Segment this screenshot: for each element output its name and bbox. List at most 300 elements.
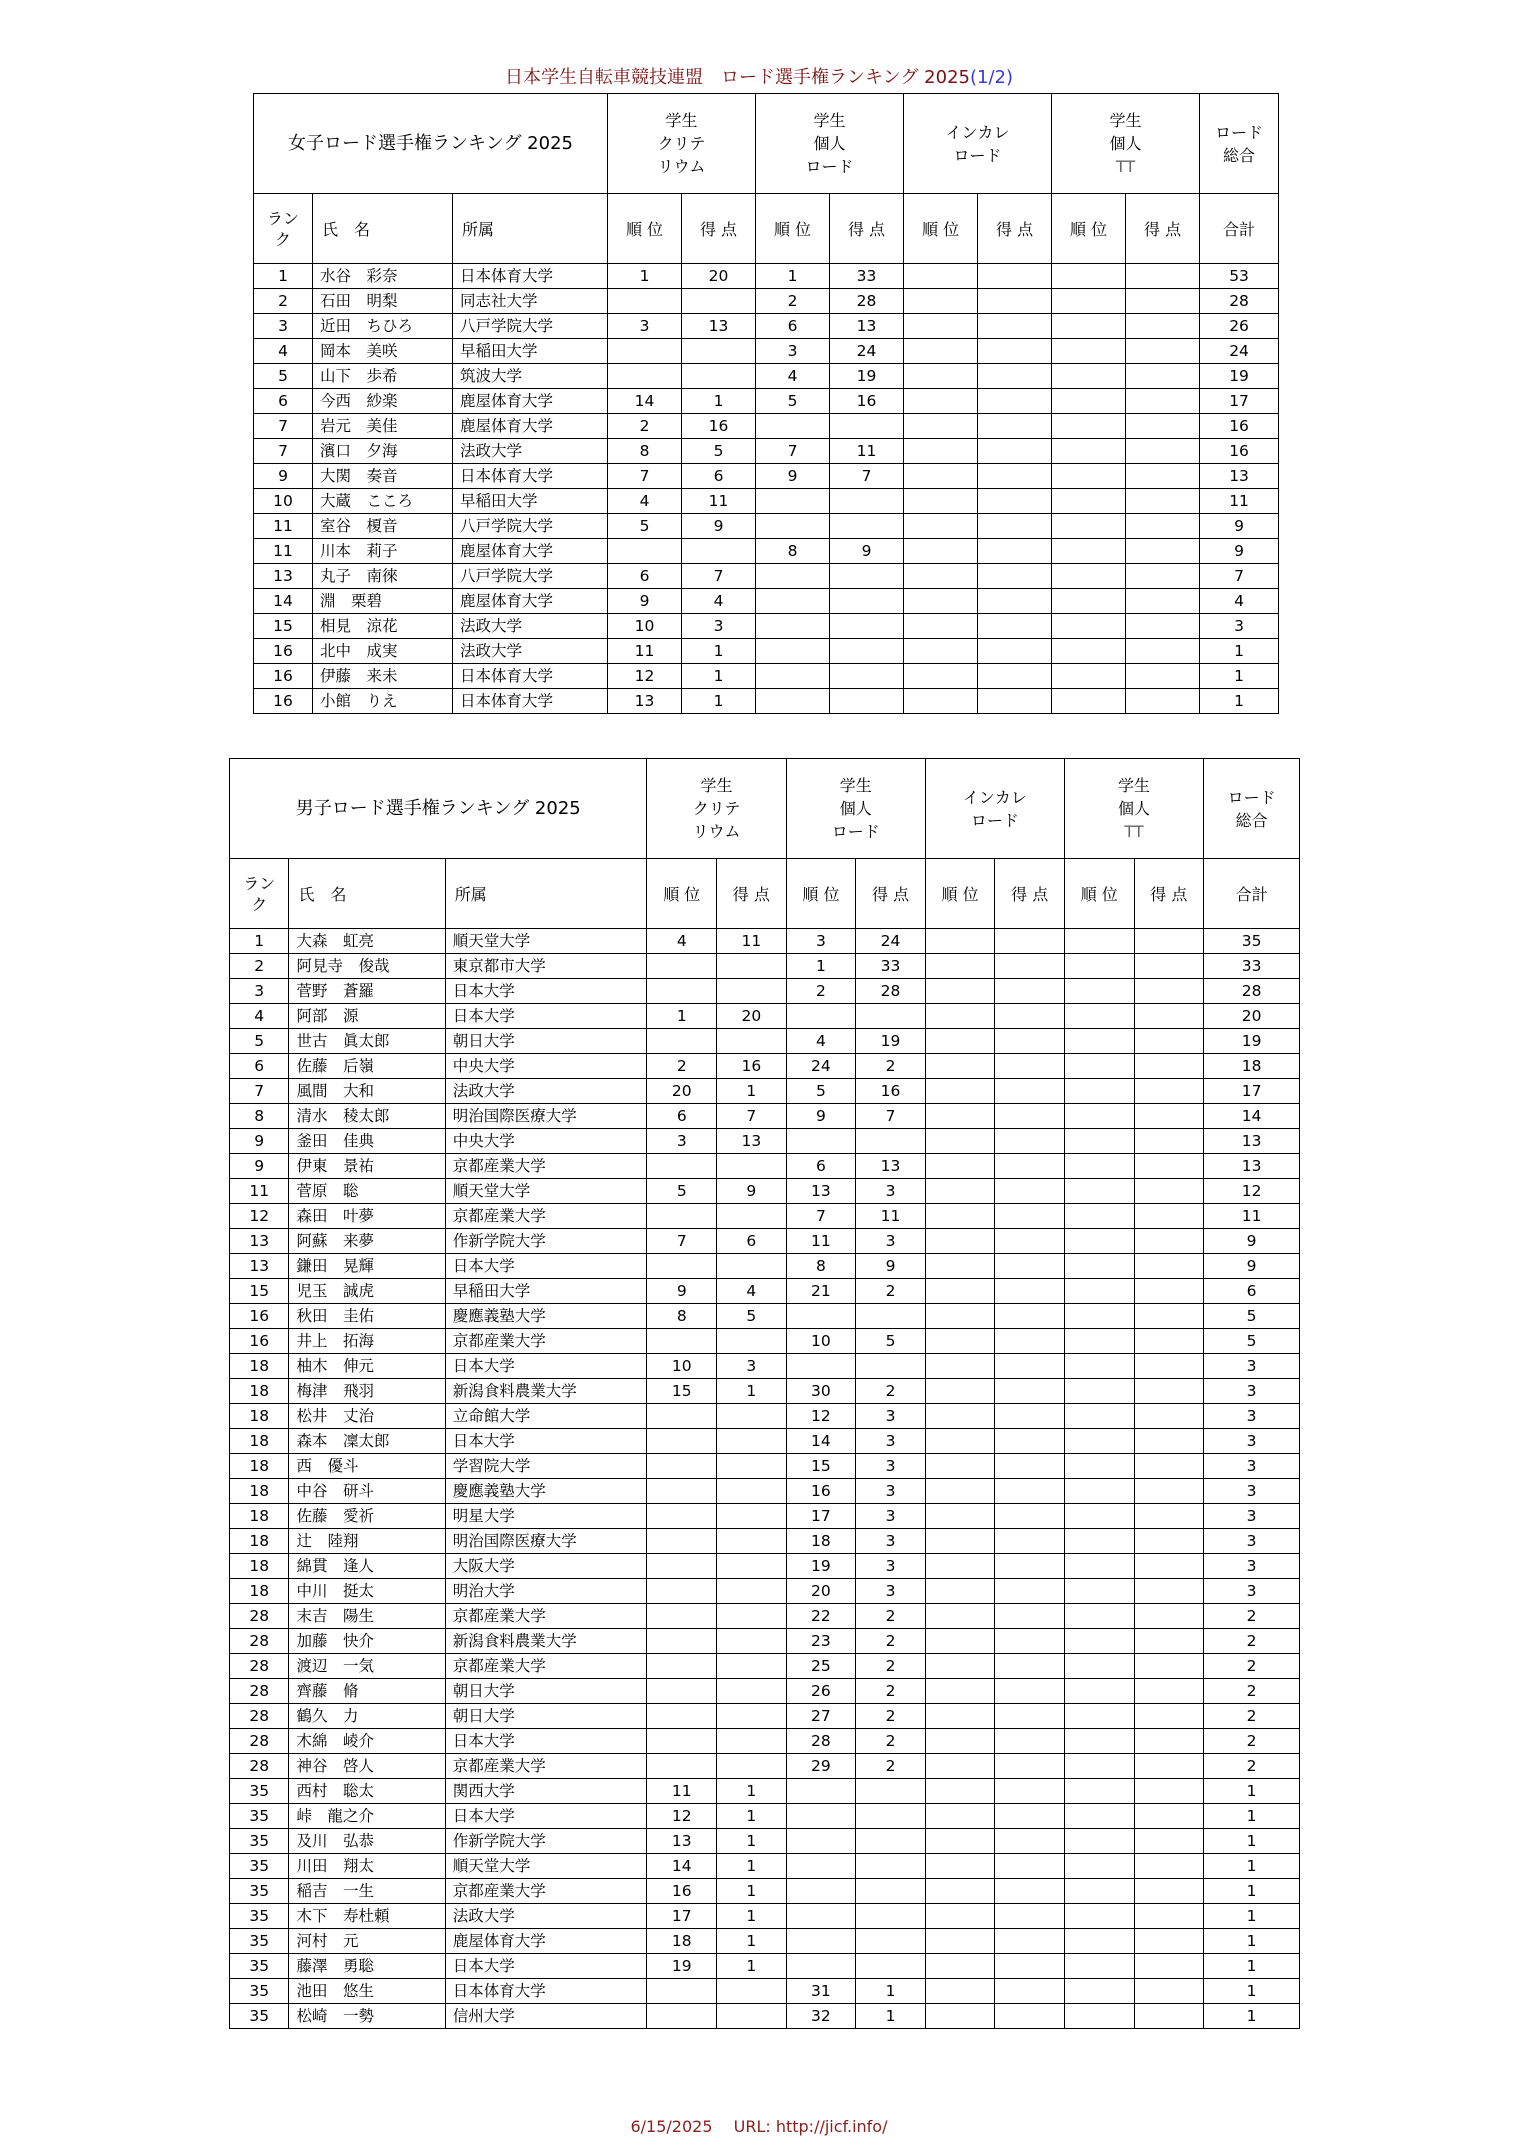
cell-tt-place <box>1064 979 1134 1004</box>
cell-road-place: 9 <box>786 1104 856 1129</box>
men-rows <box>230 929 1300 2029</box>
cell-incollege-place <box>925 1079 995 1104</box>
cell-incollege-place <box>925 1654 995 1679</box>
cell-tt-points <box>1134 1429 1204 1454</box>
cell-incollege-points <box>978 689 1052 714</box>
cell-criterium-points: 1 <box>717 1379 787 1404</box>
cell-road-place <box>786 1879 856 1904</box>
cell-road-place: 20 <box>786 1579 856 1604</box>
cell-criterium-points <box>717 1679 787 1704</box>
cell-rank: 16 <box>230 1304 289 1329</box>
table-row <box>230 1379 1300 1404</box>
cell-incollege-points <box>995 1554 1065 1579</box>
cell-name: 峠 龍之介 <box>289 1804 445 1829</box>
cell-road-points: 3 <box>856 1429 926 1454</box>
table-row <box>254 464 1279 489</box>
table-row <box>230 1279 1300 1304</box>
cell-name: 川本 莉子 <box>313 539 453 564</box>
cell-road-points <box>830 589 904 614</box>
cell-incollege-place <box>925 1979 995 2004</box>
col-rank: ラン ク <box>230 859 289 929</box>
col-points: 得 点 <box>978 194 1052 264</box>
cell-affiliation: 鹿屋体育大学 <box>453 414 608 439</box>
cell-affiliation: 早稲田大学 <box>453 489 608 514</box>
cell-affiliation: 順天堂大学 <box>445 929 647 954</box>
cell-criterium-place: 1 <box>647 1004 717 1029</box>
cell-criterium-place: 2 <box>647 1054 717 1079</box>
cell-incollege-place <box>925 1479 995 1504</box>
cell-incollege-place <box>904 464 978 489</box>
cell-rank: 8 <box>230 1104 289 1129</box>
header-criterium: 学生 クリテ リウム <box>647 759 786 859</box>
cell-total: 9 <box>1204 1254 1300 1279</box>
cell-tt-points <box>1134 1629 1204 1654</box>
cell-tt-place <box>1064 1229 1134 1254</box>
cell-criterium-points: 16 <box>717 1054 787 1079</box>
women-table-title: 女子ロード選手権ランキング 2025 <box>254 94 608 194</box>
cell-affiliation: 日本体育大学 <box>453 464 608 489</box>
cell-tt-place <box>1064 1029 1134 1054</box>
cell-tt-place <box>1052 489 1126 514</box>
cell-criterium-place: 17 <box>647 1904 717 1929</box>
cell-total: 3 <box>1204 1429 1300 1454</box>
cell-criterium-points: 3 <box>717 1354 787 1379</box>
cell-tt-points <box>1134 1704 1204 1729</box>
cell-criterium-place: 16 <box>647 1879 717 1904</box>
table-row <box>230 1454 1300 1479</box>
cell-tt-points <box>1134 1054 1204 1079</box>
cell-tt-points <box>1134 1004 1204 1029</box>
cell-incollege-points <box>978 289 1052 314</box>
cell-road-place <box>756 589 830 614</box>
cell-road-place: 3 <box>756 339 830 364</box>
cell-road-points: 28 <box>830 289 904 314</box>
col-points: 得 点 <box>1126 194 1200 264</box>
cell-tt-place <box>1052 664 1126 689</box>
cell-road-points: 2 <box>856 1654 926 1679</box>
cell-total: 1 <box>1204 1879 1300 1904</box>
cell-affiliation: 作新学院大学 <box>445 1229 647 1254</box>
table-row <box>254 264 1279 289</box>
cell-criterium-points <box>717 1329 787 1354</box>
cell-incollege-points <box>995 1854 1065 1879</box>
cell-criterium-place: 20 <box>647 1079 717 1104</box>
cell-total: 11 <box>1204 1204 1300 1229</box>
cell-criterium-place: 11 <box>608 639 682 664</box>
cell-criterium-points: 4 <box>717 1279 787 1304</box>
cell-rank: 13 <box>230 1254 289 1279</box>
cell-tt-points <box>1134 1879 1204 1904</box>
cell-criterium-points <box>717 1754 787 1779</box>
cell-total: 3 <box>1204 1404 1300 1429</box>
cell-total: 16 <box>1200 439 1279 464</box>
cell-affiliation: 八戸学院大学 <box>453 314 608 339</box>
table-row <box>254 564 1279 589</box>
cell-criterium-place <box>647 1604 717 1629</box>
cell-tt-points <box>1134 1479 1204 1504</box>
cell-criterium-points: 1 <box>717 1854 787 1879</box>
cell-name: 丸子 南徠 <box>313 564 453 589</box>
table-row <box>254 639 1279 664</box>
cell-tt-points <box>1134 1379 1204 1404</box>
cell-incollege-points <box>978 589 1052 614</box>
cell-tt-place <box>1052 539 1126 564</box>
cell-total: 53 <box>1200 264 1279 289</box>
cell-criterium-points: 1 <box>717 1954 787 1979</box>
cell-road-points: 5 <box>856 1329 926 1354</box>
cell-name: 菅野 蒼羅 <box>289 979 445 1004</box>
cell-incollege-place <box>925 1454 995 1479</box>
cell-incollege-place <box>925 1004 995 1029</box>
cell-tt-place <box>1052 639 1126 664</box>
cell-total: 2 <box>1204 1729 1300 1754</box>
cell-affiliation: 日本大学 <box>445 1729 647 1754</box>
cell-tt-points <box>1134 1029 1204 1054</box>
cell-criterium-points: 7 <box>682 564 756 589</box>
cell-total: 6 <box>1204 1279 1300 1304</box>
table-row <box>230 1404 1300 1429</box>
cell-road-place: 5 <box>786 1079 856 1104</box>
cell-tt-place <box>1064 1279 1134 1304</box>
cell-road-points: 9 <box>830 539 904 564</box>
cell-tt-place <box>1064 1179 1134 1204</box>
cell-affiliation: 日本大学 <box>445 1354 647 1379</box>
cell-incollege-place <box>925 1804 995 1829</box>
header-tt: 学生 個人 TT <box>1064 759 1203 859</box>
cell-name: 木綿 崚介 <box>289 1729 445 1754</box>
cell-name: 木下 寿杜頼 <box>289 1904 445 1929</box>
table-row <box>230 1679 1300 1704</box>
cell-name: 加藤 快介 <box>289 1629 445 1654</box>
cell-name: 室谷 榎音 <box>313 514 453 539</box>
cell-total: 2 <box>1204 1604 1300 1629</box>
cell-incollege-points <box>978 464 1052 489</box>
cell-tt-points <box>1126 514 1200 539</box>
cell-road-points: 3 <box>856 1529 926 1554</box>
table-row <box>230 1179 1300 1204</box>
cell-road-place: 25 <box>786 1654 856 1679</box>
cell-tt-place <box>1052 439 1126 464</box>
cell-affiliation: 法政大学 <box>453 639 608 664</box>
cell-incollege-points <box>995 979 1065 1004</box>
cell-road-points: 33 <box>856 954 926 979</box>
cell-affiliation: 明治国際医療大学 <box>445 1529 647 1554</box>
cell-incollege-points <box>978 414 1052 439</box>
cell-incollege-place <box>925 1204 995 1229</box>
cell-tt-points <box>1134 1979 1204 2004</box>
cell-road-points <box>856 1304 926 1329</box>
cell-tt-place <box>1064 1979 1134 2004</box>
cell-rank: 15 <box>254 614 313 639</box>
cell-name: 大森 虹亮 <box>289 929 445 954</box>
cell-affiliation: 信州大学 <box>445 2004 647 2029</box>
cell-criterium-points <box>717 1554 787 1579</box>
cell-tt-points <box>1134 1804 1204 1829</box>
cell-total: 12 <box>1204 1179 1300 1204</box>
cell-road-points <box>856 1929 926 1954</box>
cell-incollege-points <box>978 489 1052 514</box>
women-rows <box>254 264 1279 714</box>
cell-tt-place <box>1052 314 1126 339</box>
cell-affiliation: 日本体育大学 <box>445 1979 647 2004</box>
table-row <box>230 1854 1300 1879</box>
cell-name: 川田 翔太 <box>289 1854 445 1879</box>
cell-criterium-place <box>647 1254 717 1279</box>
cell-criterium-place <box>608 289 682 314</box>
cell-tt-place <box>1064 1804 1134 1829</box>
table-row <box>230 1104 1300 1129</box>
col-name: 氏 名 <box>313 194 453 264</box>
cell-tt-place <box>1052 389 1126 414</box>
cell-road-place: 11 <box>786 1229 856 1254</box>
cell-road-points: 19 <box>856 1029 926 1054</box>
cell-criterium-points: 1 <box>682 389 756 414</box>
cell-total: 20 <box>1204 1004 1300 1029</box>
cell-total: 28 <box>1200 289 1279 314</box>
cell-incollege-place <box>925 1529 995 1554</box>
cell-incollege-points <box>995 1179 1065 1204</box>
col-place: 順 位 <box>786 859 856 929</box>
col-points: 得 点 <box>830 194 904 264</box>
cell-tt-place <box>1064 1854 1134 1879</box>
cell-road-points: 9 <box>856 1254 926 1279</box>
cell-criterium-points: 7 <box>717 1104 787 1129</box>
cell-incollege-place <box>925 1354 995 1379</box>
cell-road-points: 3 <box>856 1579 926 1604</box>
cell-incollege-points <box>995 1429 1065 1454</box>
table-row <box>230 1904 1300 1929</box>
cell-rank: 9 <box>230 1129 289 1154</box>
cell-incollege-points <box>995 929 1065 954</box>
cell-incollege-place <box>904 339 978 364</box>
cell-rank: 7 <box>254 439 313 464</box>
cell-affiliation: 京都産業大学 <box>445 1654 647 1679</box>
cell-total: 1 <box>1204 1854 1300 1879</box>
cell-rank: 3 <box>230 979 289 1004</box>
cell-rank: 11 <box>254 539 313 564</box>
cell-road-points <box>856 1954 926 1979</box>
cell-road-place <box>786 1954 856 1979</box>
cell-road-place <box>786 1904 856 1929</box>
cell-total: 1 <box>1204 1929 1300 1954</box>
col-place: 順 位 <box>1052 194 1126 264</box>
cell-affiliation: 京都産業大学 <box>445 1879 647 1904</box>
cell-incollege-place <box>925 1304 995 1329</box>
cell-incollege-points <box>978 664 1052 689</box>
cell-tt-points <box>1134 1579 1204 1604</box>
cell-incollege-points <box>995 1604 1065 1629</box>
cell-affiliation: 朝日大学 <box>445 1704 647 1729</box>
cell-road-place: 2 <box>786 979 856 1004</box>
cell-tt-place <box>1064 1929 1134 1954</box>
cell-name: 淵 栗碧 <box>313 589 453 614</box>
cell-incollege-place <box>925 1904 995 1929</box>
cell-road-points: 2 <box>856 1679 926 1704</box>
cell-total: 35 <box>1204 929 1300 954</box>
cell-incollege-points <box>995 954 1065 979</box>
cell-total: 3 <box>1204 1354 1300 1379</box>
cell-name: 森田 叶夢 <box>289 1204 445 1229</box>
cell-total: 3 <box>1204 1504 1300 1529</box>
cell-tt-place <box>1064 929 1134 954</box>
cell-incollege-points <box>978 264 1052 289</box>
cell-affiliation: 順天堂大学 <box>445 1854 647 1879</box>
table-row <box>254 589 1279 614</box>
cell-tt-points <box>1134 1504 1204 1529</box>
table-row <box>254 614 1279 639</box>
table-row <box>230 1554 1300 1579</box>
cell-tt-place <box>1064 1054 1134 1079</box>
cell-criterium-place: 10 <box>647 1354 717 1379</box>
cell-road-place <box>786 1304 856 1329</box>
cell-affiliation: 日本大学 <box>445 1429 647 1454</box>
cell-tt-place <box>1064 1879 1134 1904</box>
cell-total: 18 <box>1204 1054 1300 1079</box>
cell-total: 2 <box>1204 1679 1300 1704</box>
header-incollege: インカレ ロード <box>925 759 1064 859</box>
cell-rank: 35 <box>230 1954 289 1979</box>
cell-tt-points <box>1134 1654 1204 1679</box>
cell-road-place: 6 <box>786 1154 856 1179</box>
cell-total: 17 <box>1200 389 1279 414</box>
cell-name: 阿部 源 <box>289 1004 445 1029</box>
cell-criterium-points: 3 <box>682 614 756 639</box>
cell-road-points: 11 <box>830 439 904 464</box>
cell-road-place: 27 <box>786 1704 856 1729</box>
cell-total: 26 <box>1200 314 1279 339</box>
cell-name: 山下 歩希 <box>313 364 453 389</box>
cell-incollege-points <box>995 1379 1065 1404</box>
cell-affiliation: 京都産業大学 <box>445 1329 647 1354</box>
cell-incollege-place <box>925 1704 995 1729</box>
cell-road-points: 3 <box>856 1554 926 1579</box>
cell-road-place: 16 <box>786 1479 856 1504</box>
cell-tt-points <box>1134 929 1204 954</box>
cell-incollege-place <box>904 389 978 414</box>
cell-incollege-points <box>995 1754 1065 1779</box>
cell-incollege-points <box>978 339 1052 364</box>
cell-tt-place <box>1064 1654 1134 1679</box>
cell-affiliation: 鹿屋体育大学 <box>453 389 608 414</box>
cell-tt-points <box>1134 1529 1204 1554</box>
cell-total: 1 <box>1204 1804 1300 1829</box>
table-row <box>230 1779 1300 1804</box>
cell-name: 岡本 美咲 <box>313 339 453 364</box>
cell-criterium-points <box>682 339 756 364</box>
cell-tt-place <box>1052 614 1126 639</box>
table-row <box>254 489 1279 514</box>
cell-incollege-place <box>904 439 978 464</box>
cell-criterium-place: 3 <box>647 1129 717 1154</box>
cell-incollege-place <box>925 1029 995 1054</box>
cell-tt-points <box>1134 1204 1204 1229</box>
cell-road-place: 4 <box>756 364 830 389</box>
cell-incollege-place <box>925 1754 995 1779</box>
cell-tt-place <box>1064 1579 1134 1604</box>
cell-criterium-points: 4 <box>682 589 756 614</box>
table-row <box>230 1204 1300 1229</box>
cell-rank: 3 <box>254 314 313 339</box>
cell-road-place: 17 <box>786 1504 856 1529</box>
cell-criterium-points: 1 <box>717 1929 787 1954</box>
cell-incollege-points <box>995 1279 1065 1304</box>
cell-affiliation: 朝日大学 <box>445 1679 647 1704</box>
cell-incollege-place <box>925 2004 995 2029</box>
cell-rank: 15 <box>230 1279 289 1304</box>
cell-name: 岩元 美佳 <box>313 414 453 439</box>
cell-criterium-points: 20 <box>717 1004 787 1029</box>
header-total: ロード 総合 <box>1204 759 1300 859</box>
cell-tt-points <box>1126 614 1200 639</box>
cell-tt-points <box>1126 464 1200 489</box>
cell-tt-points <box>1126 539 1200 564</box>
cell-road-place <box>756 414 830 439</box>
cell-rank: 28 <box>230 1629 289 1654</box>
cell-incollege-points <box>995 1804 1065 1829</box>
cell-tt-place <box>1064 1479 1134 1504</box>
cell-road-place: 13 <box>786 1179 856 1204</box>
cell-criterium-place <box>647 1754 717 1779</box>
cell-tt-place <box>1052 364 1126 389</box>
table-row <box>230 2004 1300 2029</box>
table-row <box>230 1254 1300 1279</box>
cell-incollege-place <box>904 564 978 589</box>
cell-criterium-place: 4 <box>647 929 717 954</box>
cell-road-place: 3 <box>786 929 856 954</box>
cell-rank: 16 <box>254 689 313 714</box>
cell-total: 1 <box>1204 1904 1300 1929</box>
cell-criterium-points <box>717 1504 787 1529</box>
cell-road-place: 7 <box>786 1204 856 1229</box>
cell-criterium-place: 12 <box>608 664 682 689</box>
cell-affiliation: 早稲田大学 <box>445 1279 647 1304</box>
cell-incollege-place <box>925 1854 995 1879</box>
cell-rank: 13 <box>230 1229 289 1254</box>
cell-rank: 6 <box>230 1054 289 1079</box>
cell-affiliation: 中央大学 <box>445 1054 647 1079</box>
cell-criterium-place <box>647 954 717 979</box>
cell-tt-points <box>1134 1079 1204 1104</box>
cell-name: 北中 成実 <box>313 639 453 664</box>
cell-road-points <box>830 639 904 664</box>
table-row <box>230 979 1300 1004</box>
cell-tt-points <box>1134 1854 1204 1879</box>
cell-incollege-points <box>978 639 1052 664</box>
cell-total: 5 <box>1204 1304 1300 1329</box>
cell-criterium-points: 1 <box>717 1829 787 1854</box>
cell-tt-place <box>1064 1454 1134 1479</box>
cell-road-points <box>856 1804 926 1829</box>
cell-name: 伊東 景祐 <box>289 1154 445 1179</box>
cell-affiliation: 作新学院大学 <box>445 1829 647 1854</box>
cell-road-place: 21 <box>786 1279 856 1304</box>
cell-tt-place <box>1052 464 1126 489</box>
cell-criterium-place <box>647 1204 717 1229</box>
cell-road-points: 2 <box>856 1379 926 1404</box>
cell-total: 19 <box>1200 364 1279 389</box>
cell-name: 松井 丈治 <box>289 1404 445 1429</box>
cell-tt-points <box>1126 414 1200 439</box>
cell-criterium-points: 13 <box>682 314 756 339</box>
cell-rank: 28 <box>230 1604 289 1629</box>
cell-affiliation: 京都産業大学 <box>445 1754 647 1779</box>
cell-tt-place <box>1064 1829 1134 1854</box>
cell-tt-place <box>1064 1954 1134 1979</box>
cell-incollege-points <box>995 1679 1065 1704</box>
cell-tt-points <box>1134 1754 1204 1779</box>
cell-rank: 16 <box>254 664 313 689</box>
cell-total: 3 <box>1204 1579 1300 1604</box>
